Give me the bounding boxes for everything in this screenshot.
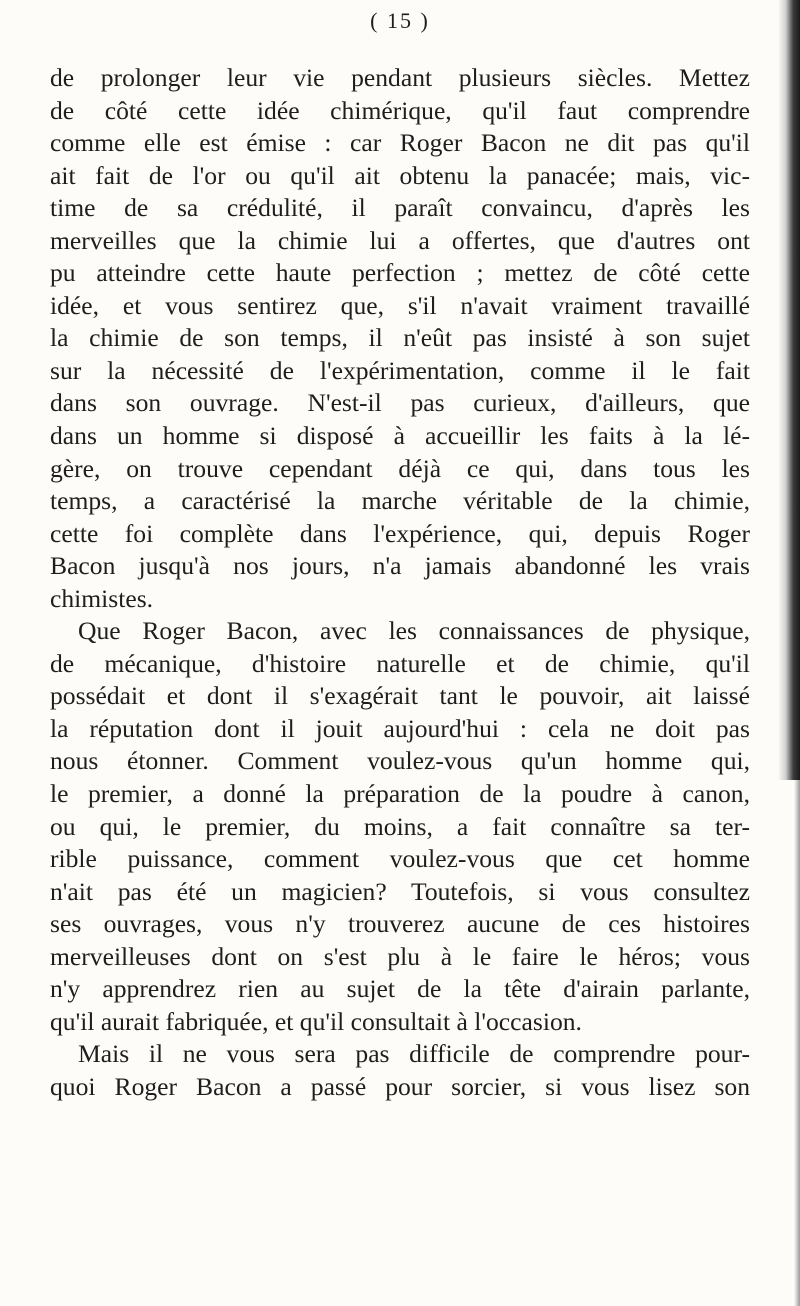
text-line: n'ait pas été un magicien? Toutefois, si vous consultez bbox=[50, 876, 750, 906]
text-line: temps, a caractérisé la marche véritable de la chimie, bbox=[50, 486, 750, 516]
text-line: Mais il ne vous sera pas difficile de comprendre pour- bbox=[78, 1039, 750, 1069]
page-number: ( 15 ) bbox=[370, 8, 430, 33]
text-line: n'y apprendrez rien au sujet de la tête d'airain parlante, bbox=[50, 974, 750, 1004]
text-line: ou qui, le premier, du moins, a fait connaître sa ter- bbox=[50, 811, 750, 841]
text-line: dans un homme si disposé à accueillir les faits à la lé- bbox=[50, 421, 750, 451]
text-line: cette foi complète dans l'expérience, qui, depuis Roger bbox=[50, 518, 750, 548]
text-line: idée, et vous sentirez que, s'il n'avait vraiment travaillé bbox=[50, 290, 750, 320]
text-line: de côté cette idée chimérique, qu'il faut comprendre bbox=[50, 95, 750, 125]
text-line: chimistes. bbox=[50, 583, 154, 613]
text-line: time de sa crédulité, il paraît convaincu, d'après les bbox=[50, 193, 750, 223]
text-line: la réputation dont il jouit aujourd'hui : cela ne doit pas bbox=[50, 713, 750, 743]
text-line: rible puissance, comment voulez-vous que cet homme bbox=[50, 844, 750, 874]
text-line: quoi Roger Bacon a passé pour sorcier, si vous lisez son bbox=[50, 1071, 750, 1101]
binding-shadow bbox=[778, 0, 800, 780]
text-line: de prolonger leur vie pendant plusieurs siècles. Mettez bbox=[50, 63, 750, 92]
text-line: Que Roger Bacon, avec les connaissances de physique, bbox=[78, 616, 750, 646]
text-line: merveilles que la chimie lui a offertes, que d'autres ont bbox=[50, 225, 750, 255]
text-line: Bacon jusqu'à nos jours, n'a jamais abandonné les vrais bbox=[50, 551, 750, 581]
text-line: merveilleuses dont on s'est plu à le faire le héros; vous bbox=[50, 941, 750, 971]
binding-shadow-lower bbox=[794, 780, 800, 1306]
text-line: nous étonner. Comment voulez-vous qu'un homme qui, bbox=[50, 746, 750, 776]
text-line: de mécanique, d'histoire naturelle et de chimie, qu'il bbox=[50, 648, 750, 678]
text-line: qu'il aurait fabriquée, et qu'il consultait à l'occasion. bbox=[50, 1006, 582, 1036]
text-line: pu atteindre cette haute perfection ; mettez de côté cette bbox=[50, 258, 750, 288]
text-line: le premier, a donné la préparation de la poudre à canon, bbox=[50, 779, 750, 809]
text-line: dans son ouvrage. N'est-il pas curieux, d'ailleurs, que bbox=[50, 388, 750, 418]
text-line: sur la nécessité de l'expérimentation, comme il le fait bbox=[50, 355, 750, 385]
text-line: ait fait de l'or ou qu'il ait obtenu la panacée; mais, vic- bbox=[50, 160, 750, 190]
text-line: ses ouvrages, vous n'y trouverez aucune de ces histoires bbox=[50, 909, 750, 939]
text-line: gère, on trouve cependant déjà ce qui, dans tous les bbox=[50, 453, 750, 483]
text-line: la chimie de son temps, il n'eût pas insisté à son sujet bbox=[50, 323, 750, 353]
text-line: possédait et dont il s'exagérait tant le pouvoir, ait laissé bbox=[50, 681, 750, 711]
text-line: comme elle est émise : car Roger Bacon ne dit pas qu'il bbox=[50, 128, 750, 158]
body-text bbox=[50, 62, 750, 1104]
